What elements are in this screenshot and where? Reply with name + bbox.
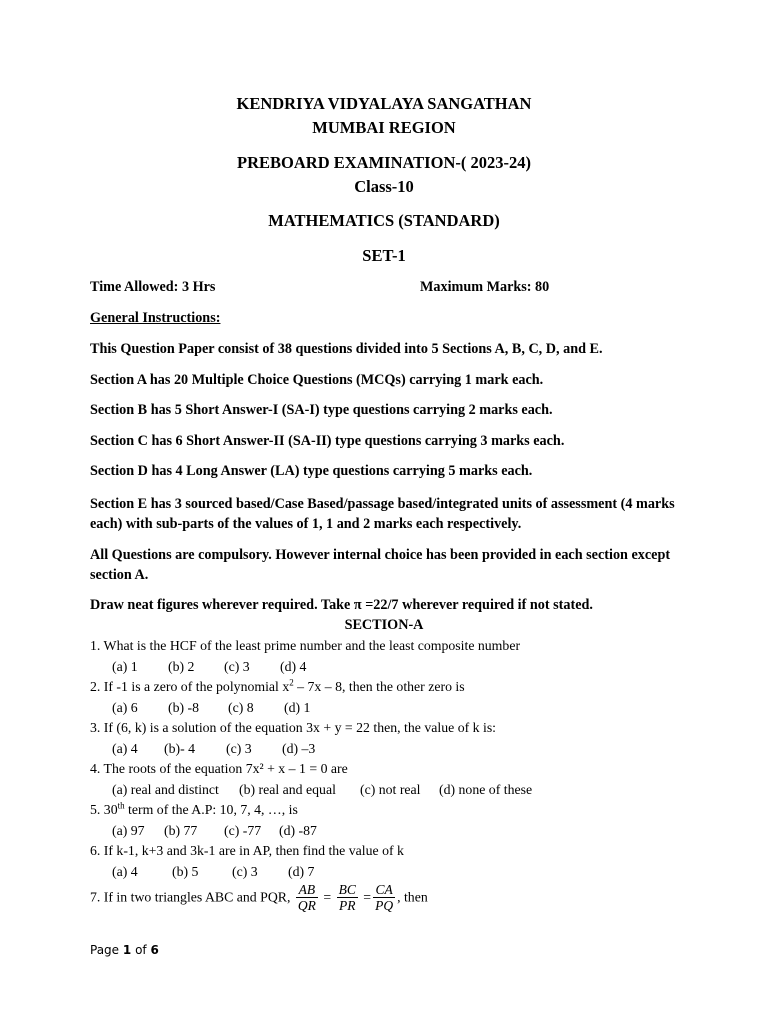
question-3-options: [112, 741, 315, 757]
option-b: (b) 2: [168, 659, 195, 674]
question-2: [90, 679, 465, 695]
question-1: [90, 638, 520, 654]
question-6: [90, 843, 404, 859]
instruction-item: Section E has 3 sourced based/Case Based/passage based/integrated units of assessment (4 marks each) with sub-parts of the values of 1, 1 and 2 marks each respectively.: [90, 496, 675, 532]
question-7: [90, 882, 428, 913]
question-text: – 7x – 8, then the other zero is: [293, 679, 465, 694]
question-text: 3. If (6, k) is a solution of the equation 3x + y = 22 then, the value of k is:: [90, 720, 497, 735]
question-3: [90, 720, 496, 736]
instruction-item: All Questions are compulsory. However internal choice has been provided in each section except section A.: [90, 547, 671, 583]
instruction-item: Section C has 6 Short Answer-II (SA-II) type questions carrying 3 marks each.: [90, 433, 565, 449]
option-a: (a) 4: [112, 741, 138, 756]
question-text: 2. If -1 is a zero of the polynomial x: [90, 679, 290, 694]
class-heading: Class-10: [354, 177, 414, 196]
option-d: (d) 4: [280, 659, 307, 674]
option-b: (b) 5: [172, 864, 199, 879]
set-heading: SET-1: [362, 246, 406, 265]
maximum-marks: Maximum Marks: 80: [420, 279, 550, 295]
superscript: th: [117, 800, 125, 811]
option-b: (b)- 4: [164, 741, 196, 756]
question-text: 4. The roots of the equation 7x² + x – 1 = 0 are: [90, 761, 348, 776]
option-c: (c) 3: [226, 741, 252, 756]
subject-heading: MATHEMATICS (STANDARD): [268, 211, 500, 230]
question-text: 7. If in two triangles ABC and PQR,: [90, 889, 291, 905]
question-2-options: [112, 700, 310, 716]
question-5-options: [112, 823, 317, 839]
fraction-bc-pr: $\frac{BC}{PR}$: [338, 882, 356, 913]
option-c: (c) not real: [360, 782, 421, 797]
equals-sign: =: [323, 889, 332, 905]
question-text: 5. 30: [90, 802, 118, 817]
option-c: (c) -77: [224, 823, 262, 838]
current-page: 1: [122, 943, 132, 957]
page-label: Page: [90, 943, 120, 957]
option-a: (a) real and distinct: [112, 782, 219, 797]
question-5: [90, 802, 298, 818]
option-b: (b) 77: [164, 823, 198, 838]
instruction-item: Section B has 5 Short Answer-I (SA-I) type questions carrying 2 marks each.: [90, 402, 553, 418]
option-c: (c) 3: [232, 864, 258, 879]
option-a: (a) 1: [112, 659, 138, 674]
option-b: (b) real and equal: [239, 782, 336, 797]
question-text: , then: [397, 889, 428, 905]
option-b: (b) -8: [168, 700, 200, 715]
option-a: (a) 97: [112, 823, 145, 838]
option-c: (c) 3: [224, 659, 250, 674]
fraction-ca-pq: $\frac{CA}{PQ}$: [375, 882, 394, 913]
option-a: (a) 4: [112, 864, 138, 879]
instruction-item: This Question Paper consist of 38 questions divided into 5 Sections A, B, C, D, and E.: [90, 341, 603, 357]
option-d: (d) none of these: [439, 782, 533, 797]
region-heading: MUMBAI REGION: [312, 118, 456, 137]
question-4-options: [112, 782, 532, 798]
option-d: (d) 7: [288, 864, 315, 879]
total-pages: 6: [150, 943, 159, 957]
exam-heading: PREBOARD EXAMINATION-( 2023-24): [237, 153, 531, 172]
question-1-options: [112, 659, 306, 675]
question-4: [90, 761, 348, 777]
org-heading: KENDRIYA VIDYALAYA SANGATHAN: [236, 94, 532, 113]
fraction-ab-qr: $\frac{AB}{QR}$: [297, 882, 316, 913]
instructions-title: General Instructions:: [90, 310, 221, 326]
instruction-item: Section A has 20 Multiple Choice Questions (MCQs) carrying 1 mark each.: [90, 372, 544, 388]
question-text: 6. If k-1, k+3 and 3k-1 are in AP, then find the value of k: [90, 843, 404, 858]
section-a-title: SECTION-A: [344, 617, 424, 633]
equals-sign: =: [363, 889, 372, 905]
superscript: 2: [289, 677, 294, 688]
of-label: of: [135, 943, 147, 957]
instruction-item: Section D has 4 Long Answer (LA) type questions carrying 5 marks each.: [90, 463, 533, 479]
option-d: (d) 1: [284, 700, 311, 715]
option-c: (c) 8: [228, 700, 254, 715]
option-d: (d) -87: [279, 823, 317, 838]
question-text: term of the A.P: 10, 7, 4, …, is: [124, 802, 298, 817]
question-text: 1. What is the HCF of the least prime number and the least composite number: [90, 638, 521, 653]
question-6-options: [112, 864, 314, 880]
page-footer: [90, 943, 159, 957]
option-d: (d) –3: [282, 741, 316, 756]
instruction-item: Draw neat figures wherever required. Take π =22/7 wherever required if not stated.: [90, 597, 593, 613]
option-a: (a) 6: [112, 700, 138, 715]
time-allowed: Time Allowed: 3 Hrs: [90, 279, 216, 295]
